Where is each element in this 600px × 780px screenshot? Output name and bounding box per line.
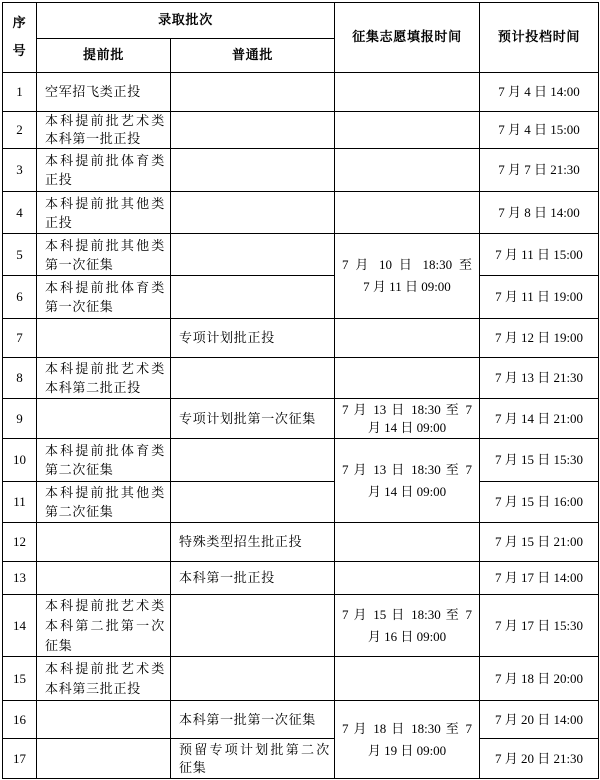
cell-line: 本科提前批体育类 (45, 443, 165, 458)
cell-line: 第一次征集 (45, 256, 114, 272)
header-regular-batch: 普通批 (171, 39, 335, 73)
header-seq-line: 序 (12, 15, 27, 31)
table-row (3, 439, 599, 482)
seq-cell: 12 (3, 523, 37, 562)
early-batch-cell (37, 399, 171, 439)
expected-time-cell: 7 月 4 日 14:00 (480, 73, 599, 112)
regular-batch-cell (171, 439, 335, 482)
cell-line: 7 月 18 日 18:30 至 7 (342, 720, 472, 736)
early-batch-cell (37, 192, 171, 234)
seq-cell: 7 (3, 319, 37, 358)
table-row (3, 523, 599, 562)
cell-line: 7 月 10 日 18:30 至 (342, 257, 472, 272)
seq-cell: 9 (3, 399, 37, 439)
cell-line: 本科提前批体育类 (45, 280, 165, 295)
regular-batch-cell (171, 523, 335, 562)
cell-line: 正投 (45, 214, 73, 230)
table-row (3, 701, 599, 739)
seq-cell: 4 (3, 192, 37, 234)
early-batch-cell (37, 234, 171, 276)
cell-line: 7 月 13 日 18:30 至 7 (342, 461, 472, 477)
expected-time-cell: 7 月 11 日 19:00 (480, 276, 599, 319)
table-body (3, 73, 599, 779)
expected-time-cell: 7 月 12 日 19:00 (480, 319, 599, 358)
cell-line: 专项计划批第一次征集 (179, 410, 317, 426)
expected-time-cell: 7 月 8 日 14:00 (480, 192, 599, 234)
early-batch-cell (37, 73, 171, 112)
cell-line: 本科提前批艺术类 (45, 113, 165, 128)
table-row (3, 595, 599, 657)
table-row (3, 112, 599, 149)
regular-batch-cell (171, 657, 335, 701)
header-batch-group: 录取批次 (37, 3, 335, 39)
cell-line: 本科提前批体育类 (45, 153, 165, 168)
regular-batch-cell (171, 319, 335, 358)
early-batch-cell (37, 112, 171, 149)
admission-schedule-table (2, 2, 599, 779)
cell-line: 本科提前批艺术类 (45, 361, 165, 376)
table-row (3, 358, 599, 399)
table-row (3, 657, 599, 701)
collect-time-cell (335, 192, 480, 234)
regular-batch-cell (171, 701, 335, 739)
cell-line: 本科提前批其他类 (45, 237, 165, 253)
seq-cell: 8 (3, 358, 37, 399)
table-row (3, 399, 599, 439)
expected-time-cell: 7 月 4 日 15:00 (480, 112, 599, 149)
expected-time-cell: 7 月 17 日 14:00 (480, 562, 599, 595)
early-batch-cell (37, 562, 171, 595)
cell-line: 本科提前批艺术类 (45, 597, 165, 613)
early-batch-cell (37, 276, 171, 319)
seq-cell: 3 (3, 149, 37, 192)
regular-batch-cell (171, 482, 335, 523)
seq-cell: 10 (3, 439, 37, 482)
expected-time-cell: 7 月 17 日 15:30 (480, 595, 599, 657)
collect-time-cell (335, 595, 480, 657)
early-batch-cell (37, 739, 171, 779)
cell-line: 第一次征集 (45, 299, 114, 314)
collect-time-cell (335, 234, 480, 319)
regular-batch-cell (171, 399, 335, 439)
cell-line: 特殊类型招生批正投 (179, 534, 303, 549)
cell-line: 第二次征集 (45, 504, 114, 519)
table-row (3, 234, 599, 276)
cell-line: 本科提前批其他类 (45, 195, 165, 211)
early-batch-cell (37, 701, 171, 739)
cell-line: 月 16 日 09:00 (367, 628, 447, 644)
seq-cell: 5 (3, 234, 37, 276)
regular-batch-cell (171, 595, 335, 657)
table-row (3, 73, 599, 112)
cell-line: 本科提前批其他类 (45, 485, 165, 500)
regular-batch-cell (171, 276, 335, 319)
table-row (3, 482, 599, 523)
collect-time-cell (335, 657, 480, 701)
table-row (3, 562, 599, 595)
seq-cell: 15 (3, 657, 37, 701)
seq-cell: 16 (3, 701, 37, 739)
early-batch-cell (37, 149, 171, 192)
header-expected-time: 预计投档时间 (480, 3, 599, 73)
collect-time-cell (335, 112, 480, 149)
collect-time-cell (335, 562, 480, 595)
cell-line: 7 月 13 日 18:30 至 7 (342, 401, 472, 417)
expected-time-cell: 7 月 11 日 15:00 (480, 234, 599, 276)
table-row (3, 192, 599, 234)
early-batch-cell (37, 523, 171, 562)
collect-time-cell (335, 439, 480, 523)
regular-batch-cell (171, 234, 335, 276)
cell-line: 月 14 日 09:00 (367, 483, 447, 499)
regular-batch-cell (171, 73, 335, 112)
cell-line: 本科第一批正投 (45, 131, 141, 146)
early-batch-cell (37, 482, 171, 523)
cell-line: 本科第二批第一次 (45, 617, 165, 633)
table-row (3, 149, 599, 192)
header-seq (3, 3, 37, 73)
cell-line: 月 14 日 09:00 (367, 419, 447, 435)
cell-line: 预留专项计划批第二次 (179, 741, 330, 757)
expected-time-cell: 7 月 20 日 21:30 (480, 739, 599, 779)
table-row (3, 739, 599, 779)
regular-batch-cell (171, 562, 335, 595)
cell-line: 征集 (179, 759, 207, 775)
early-batch-cell (37, 439, 171, 482)
expected-time-cell: 7 月 13 日 21:30 (480, 358, 599, 399)
regular-batch-cell (171, 739, 335, 779)
early-batch-cell (37, 319, 171, 358)
expected-time-cell: 7 月 18 日 20:00 (480, 657, 599, 701)
seq-cell: 1 (3, 73, 37, 112)
cell-line: 正投 (45, 172, 73, 187)
collect-time-cell (335, 319, 480, 358)
cell-line: 空军招飞类正投 (45, 84, 141, 99)
header-row (3, 3, 599, 39)
collect-time-cell (335, 399, 480, 439)
early-batch-cell (37, 358, 171, 399)
expected-time-cell: 7 月 20 日 14:00 (480, 701, 599, 739)
header-collect-time: 征集志愿填报时间 (335, 3, 480, 73)
early-batch-cell (37, 595, 171, 657)
header-early-batch: 提前批 (37, 39, 171, 73)
seq-cell: 13 (3, 562, 37, 595)
table-row (3, 276, 599, 319)
cell-line: 第二次征集 (45, 462, 114, 477)
cell-line: 本科第三批正投 (45, 680, 141, 696)
expected-time-cell: 7 月 15 日 15:30 (480, 439, 599, 482)
seq-cell: 2 (3, 112, 37, 149)
cell-line: 本科第一批正投 (179, 570, 275, 585)
seq-cell: 14 (3, 595, 37, 657)
table-header (3, 3, 599, 73)
expected-time-cell: 7 月 7 日 21:30 (480, 149, 599, 192)
regular-batch-cell (171, 358, 335, 399)
table-row (3, 319, 599, 358)
cell-line: 本科第一批第一次征集 (179, 711, 317, 727)
cell-line: 本科提前批艺术类 (45, 660, 165, 676)
collect-time-cell (335, 73, 480, 112)
expected-time-cell: 7 月 15 日 16:00 (480, 482, 599, 523)
seq-cell: 17 (3, 739, 37, 779)
regular-batch-cell (171, 149, 335, 192)
cell-line: 征集 (45, 637, 73, 653)
collect-time-cell (335, 523, 480, 562)
cell-line: 7 月 11 日 09:00 (363, 279, 451, 294)
expected-time-cell: 7 月 14 日 21:00 (480, 399, 599, 439)
cell-line: 月 19 日 09:00 (367, 742, 447, 758)
expected-time-cell: 7 月 15 日 21:00 (480, 523, 599, 562)
cell-line: 7 月 15 日 18:30 至 7 (342, 606, 472, 622)
header-seq-line: 号 (12, 43, 27, 59)
collect-time-cell (335, 358, 480, 399)
early-batch-cell (37, 657, 171, 701)
seq-cell: 11 (3, 482, 37, 523)
regular-batch-cell (171, 112, 335, 149)
seq-cell: 6 (3, 276, 37, 319)
cell-line: 专项计划批正投 (179, 330, 275, 345)
cell-line: 本科第二批正投 (45, 380, 141, 395)
regular-batch-cell (171, 192, 335, 234)
collect-time-cell (335, 149, 480, 192)
collect-time-cell (335, 701, 480, 779)
